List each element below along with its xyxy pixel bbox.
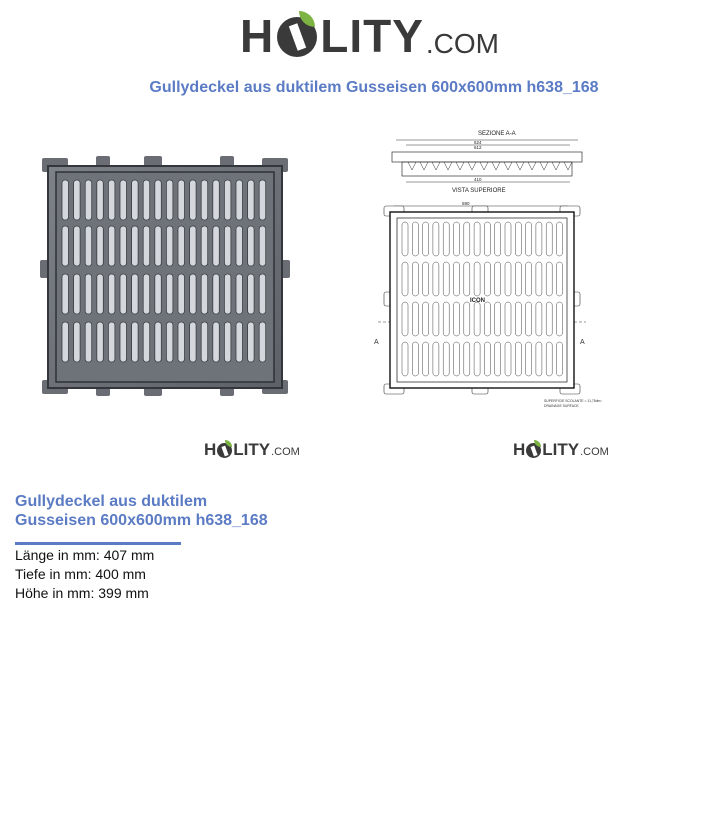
- section-tick: [484, 162, 488, 170]
- logo-text-left: H: [240, 10, 275, 62]
- logo-text-left: H: [513, 440, 526, 459]
- spec-row-height: [15, 584, 154, 603]
- leaf-icon: [225, 440, 232, 447]
- logo-suffix: .COM: [580, 446, 609, 458]
- grate-slot: [201, 226, 208, 266]
- grate-slot: [97, 226, 104, 266]
- grate-slot: [248, 180, 255, 220]
- grate-slot: [224, 226, 231, 266]
- grate-slot: [108, 274, 115, 314]
- section-tick: [556, 162, 560, 170]
- grate-slot: [224, 274, 231, 314]
- spec-label: Länge in mm:: [15, 547, 100, 563]
- grate-slot: [190, 180, 197, 220]
- section-tick: [520, 162, 524, 170]
- product-photo: [40, 156, 290, 396]
- section-tick: [468, 162, 472, 170]
- grate-slot: [259, 274, 266, 314]
- section-tick: [568, 162, 572, 170]
- dim-410: 410: [474, 177, 482, 182]
- grate-slot: [248, 322, 255, 362]
- grate-slot: [213, 274, 220, 314]
- grate-slot: [108, 226, 115, 266]
- section-tick: [532, 162, 536, 170]
- grate-slot: [74, 180, 81, 220]
- logo-text-left: H: [204, 440, 217, 459]
- page-title: Gullydeckel aus duktilem Gusseisen 600x600mm h638_168: [149, 79, 599, 96]
- grate-slot: [248, 226, 255, 266]
- grate-slot: [132, 180, 139, 220]
- grate-slot: [132, 274, 139, 314]
- grate-slot: [143, 274, 150, 314]
- grate-slot: [108, 180, 115, 220]
- grate-slot: [85, 226, 92, 266]
- grate-slot: [120, 322, 127, 362]
- logo-suffix: .COM: [271, 446, 300, 458]
- grate-slot: [120, 180, 127, 220]
- grate-slot: [120, 226, 127, 266]
- grate-slot: [143, 226, 150, 266]
- section-tick: [460, 162, 464, 170]
- section-tick: [504, 162, 508, 170]
- grate-slot: [97, 180, 104, 220]
- holity-logo-small: [513, 440, 609, 460]
- grate-slot: [166, 274, 173, 314]
- leaf-icon: [299, 11, 315, 27]
- spec-label: Tiefe in mm:: [15, 566, 92, 582]
- grate-slot: [166, 226, 173, 266]
- grate-slot: [236, 226, 243, 266]
- grate-slot: [85, 274, 92, 314]
- product-subtitle: [15, 492, 335, 530]
- grate-slot: [178, 180, 185, 220]
- section-tick: [496, 162, 500, 170]
- grate-slot: [62, 274, 69, 314]
- leaf-icon: [534, 440, 541, 447]
- grate-slot: [108, 322, 115, 362]
- grate-slot: [236, 322, 243, 362]
- grate-slot: [224, 322, 231, 362]
- grate-slot: [224, 180, 231, 220]
- grate-slot: [236, 180, 243, 220]
- grate-slot: [62, 180, 69, 220]
- grate-slot: [248, 274, 255, 314]
- grate-slot: [155, 180, 162, 220]
- grate-slot: [74, 226, 81, 266]
- grate-slot: [74, 322, 81, 362]
- section-tick: [436, 162, 440, 170]
- grate-slot: [166, 180, 173, 220]
- grate-slot: [213, 226, 220, 266]
- brand-mark: ICON: [470, 298, 485, 304]
- grate-slot: [143, 322, 150, 362]
- spec-row-depth: [15, 565, 154, 584]
- spec-value: 400 mm: [95, 566, 146, 582]
- grate-slot: [97, 274, 104, 314]
- grate-slot: [62, 226, 69, 266]
- frame-tab: [220, 156, 234, 166]
- grate-slot: [62, 322, 69, 362]
- logo-text-right: LITY: [320, 10, 424, 62]
- section-tick: [492, 162, 496, 170]
- grate-slot: [236, 274, 243, 314]
- grate-slot: [155, 322, 162, 362]
- note-line-2: DRAINAGE SURFACE: [544, 404, 579, 408]
- grate-slot: [213, 322, 220, 362]
- section-tick: [424, 162, 428, 170]
- logo-o-icon: [277, 17, 317, 57]
- grate-slot: [201, 274, 208, 314]
- accent-divider: [15, 542, 181, 545]
- section-tick: [544, 162, 548, 170]
- grate-slot: [143, 180, 150, 220]
- section-mark-right: A: [580, 339, 585, 346]
- section-tick: [516, 162, 520, 170]
- section-tick: [508, 162, 512, 170]
- grate-slot: [190, 274, 197, 314]
- grate-slot: [166, 322, 173, 362]
- grate-slot: [190, 322, 197, 362]
- logo-text-right: LITY: [233, 440, 271, 459]
- logo-suffix: .COM: [425, 28, 500, 59]
- holity-logo[interactable]: [240, 8, 499, 64]
- grate-slot: [190, 226, 197, 266]
- dim-624: 624: [474, 140, 482, 145]
- grate-slot: [178, 226, 185, 266]
- grate-slot: [178, 274, 185, 314]
- section-tick: [420, 162, 424, 170]
- section-tick: [412, 162, 416, 170]
- top-view-label: VISTA SUPERIORE: [452, 188, 506, 194]
- section-tick: [444, 162, 448, 170]
- grate-slot: [155, 226, 162, 266]
- dim-590: 590: [462, 201, 470, 206]
- spec-value: 399 mm: [98, 585, 149, 601]
- grate-slot: [120, 274, 127, 314]
- grate-slot: [155, 274, 162, 314]
- grate-slot: [74, 274, 81, 314]
- grate-slot: [132, 226, 139, 266]
- section-tick: [432, 162, 436, 170]
- logo-o-icon: [217, 443, 232, 458]
- section-label: SEZIONE A-A: [478, 131, 516, 137]
- holity-logo-small: [204, 440, 300, 460]
- note-line-1: SUPERFICIE SCOLANTE = 11,75dm²: [544, 399, 602, 403]
- section-tick: [472, 162, 476, 170]
- grate-slot: [85, 322, 92, 362]
- grate-slot: [132, 322, 139, 362]
- technical-drawing: [372, 126, 608, 410]
- spec-value: 407 mm: [103, 547, 155, 563]
- grate-slot: [259, 180, 266, 220]
- logo-o-icon: [526, 443, 541, 458]
- product-subtitle-line-1: Gullydeckel aus duktilem: [15, 493, 208, 510]
- section-tick: [408, 162, 412, 170]
- section-tick: [448, 162, 452, 170]
- frame-tab: [96, 156, 110, 166]
- section-tick: [552, 162, 556, 170]
- section-tick: [564, 162, 568, 170]
- section-mark-left: A: [374, 339, 379, 346]
- grate-slot: [97, 322, 104, 362]
- grate-slot: [259, 226, 266, 266]
- spec-row-length: [15, 546, 154, 565]
- logo-text-right: LITY: [542, 440, 580, 459]
- grate-slot: [201, 322, 208, 362]
- product-subtitle-line-2: Gusseisen 600x600mm h638_168: [15, 512, 268, 529]
- grate-slot: [201, 180, 208, 220]
- section-tick: [540, 162, 544, 170]
- dim-612: 612: [474, 145, 482, 150]
- section-tick: [456, 162, 460, 170]
- grate-slot: [259, 322, 266, 362]
- spec-label: Höhe in mm:: [15, 585, 95, 601]
- grate-slot: [178, 322, 185, 362]
- spec-list: [15, 546, 154, 603]
- grate-slot: [213, 180, 220, 220]
- section-tick: [480, 162, 484, 170]
- section-tick: [528, 162, 532, 170]
- grate-slot: [85, 180, 92, 220]
